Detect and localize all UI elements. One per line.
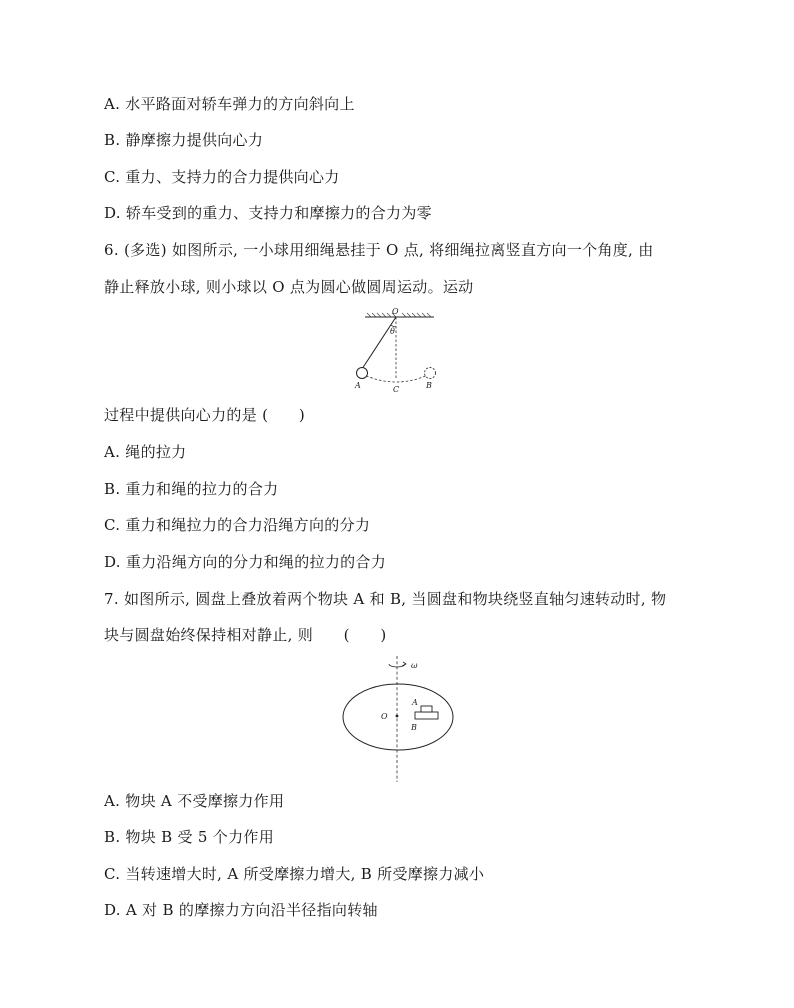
ceiling-hatch — [367, 313, 431, 317]
label-omega: ω — [411, 661, 418, 670]
label-b: B — [411, 723, 417, 732]
pendulum-figure — [350, 306, 450, 398]
q6-option-a: A. 绳的拉力 — [104, 443, 187, 461]
q7-option-c: C. 当转速增大时, A 所受摩擦力增大, B 所受摩擦力减小 — [104, 865, 485, 883]
q6-option-c: C. 重力和绳拉力的合力沿绳方向的分力 — [104, 516, 371, 534]
rotation-arrowhead — [402, 662, 406, 666]
rotating-disk-figure — [338, 654, 468, 784]
q7-option-a: A. 物块 A 不受摩擦力作用 — [104, 792, 285, 810]
block-a — [421, 706, 432, 712]
label-theta: θ — [390, 327, 395, 336]
q7-stem-line2: 块与圆盘始终保持相对静止, 则 ( ) — [104, 626, 387, 644]
q5-option-a: A. 水平路面对轿车弹力的方向斜向上 — [104, 95, 355, 113]
string-line — [362, 317, 396, 369]
q7-option-b: B. 物块 B 受 5 个力作用 — [104, 828, 274, 846]
q5-option-d: D. 轿车受到的重力、支持力和摩擦力的合力为零 — [104, 204, 432, 222]
q6-option-d: D. 重力沿绳方向的分力和绳的拉力的合力 — [104, 553, 387, 571]
label-a: A — [355, 381, 361, 390]
ball-b — [425, 368, 436, 379]
q6-stem-line1: 6. (多选) 如图所示, 一小球用细绳悬挂于 O 点, 将细绳拉离竖直方向一个角度, 由 — [104, 241, 654, 259]
q7-stem-line1: 7. 如图所示, 圆盘上叠放着两个物块 A 和 B, 当圆盘和物块绕竖直轴匀速转动时, 物 — [104, 590, 667, 608]
label-b: B — [426, 381, 432, 390]
label-c: C — [393, 385, 400, 394]
label-o: O — [392, 307, 399, 316]
q6-stem-line2: 静止释放小球, 则小球以 O 点为圆心做圆周运动。运动 — [104, 278, 474, 296]
label-o: O — [381, 712, 388, 721]
disk-center-dot — [396, 715, 399, 718]
q7-option-d: D. A 对 B 的摩擦力方向沿半径指向转轴 — [104, 901, 378, 919]
ball-a — [357, 368, 368, 379]
q5-option-b: B. 静摩擦力提供向心力 — [104, 131, 264, 149]
q5-option-c: C. 重力、支持力的合力提供向心力 — [104, 168, 340, 186]
q6-option-b: B. 重力和绳的拉力的合力 — [104, 480, 279, 498]
label-a: A — [412, 698, 418, 707]
block-b — [415, 712, 438, 719]
q6-stem-line3: 过程中提供向心力的是 ( ) — [104, 406, 305, 424]
